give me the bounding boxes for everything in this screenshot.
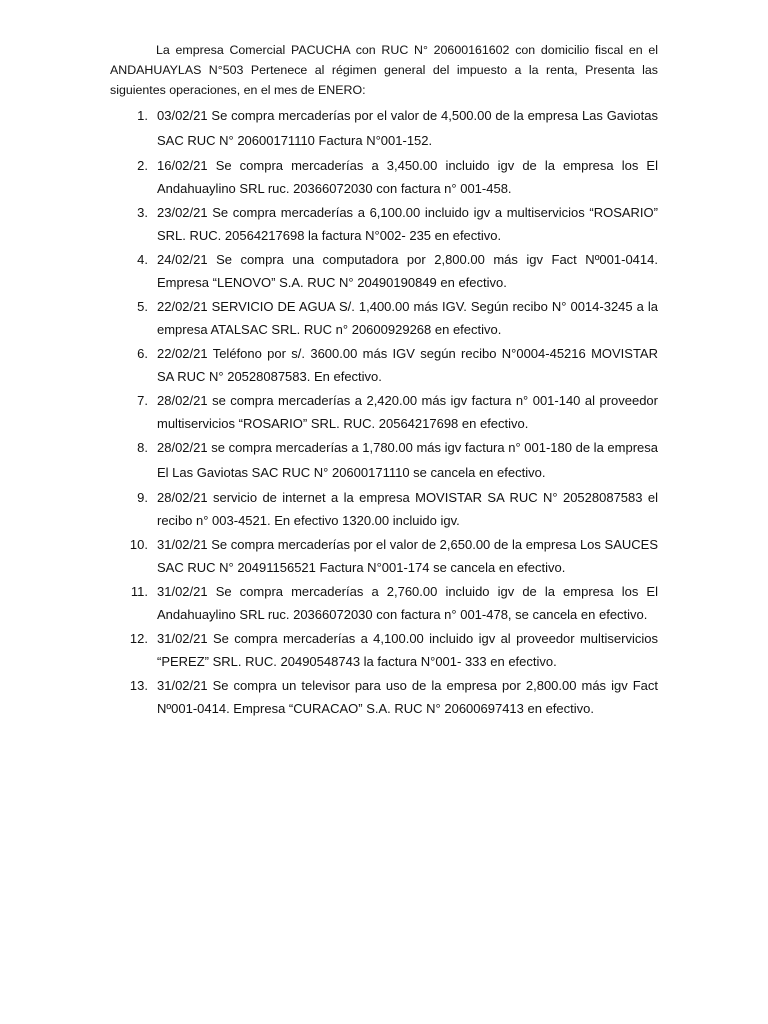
list-item — [0, 104, 768, 153]
list-item — [0, 201, 768, 247]
item-number: 11. — [130, 584, 148, 599]
item-text: 24/02/21 Se compra una computadora por 2,800.00 más igv Fact Nº001-0414. Empresa “LENOVO” S.A. RUC N° 20490190849 en efectivo. — [157, 252, 658, 290]
operations-list — [0, 104, 768, 721]
list-item — [0, 533, 768, 579]
item-number: 1. — [137, 108, 148, 123]
list-item — [0, 627, 768, 673]
item-number: 10. — [129, 537, 148, 552]
item-text: 22/02/21 Teléfono por s/. 3600.00 más IGV según recibo N°0004-45216 MOVISTAR SA RUC N° 20528087583. En efectivo. — [157, 346, 658, 384]
list-item — [0, 580, 768, 626]
item-number: 5. — [137, 299, 148, 314]
item-text: 16/02/21 Se compra mercaderías a 3,450.00 incluido igv de la empresa los El Andahuaylino SRL ruc. 20366072030 con factura n° 001-458. — [157, 158, 658, 196]
item-number: 3. — [137, 205, 148, 220]
item-number: 8. — [137, 440, 148, 455]
item-number: 4. — [137, 252, 148, 267]
item-text: 28/02/21 servicio de internet a la empresa MOVISTAR SA RUC N° 20528087583 el recibo n° 003-4521. En efectivo 1320.00 incluido igv. — [157, 490, 658, 528]
list-item — [0, 436, 768, 485]
item-text: 28/02/21 se compra mercaderías a 1,780.00 más igv factura n° 001-180 de la empresa El Las Gaviotas SAC RUC N° 20600171110 se cancela en efectivo. — [157, 440, 658, 480]
item-number: 6. — [137, 346, 148, 361]
item-text: 03/02/21 Se compra mercaderías por el valor de 4,500.00 de la empresa Las Gaviotas SAC RUC N° 20600171110 Factura N°001-152. — [157, 108, 658, 148]
item-number: 13. — [129, 678, 148, 693]
list-item — [0, 248, 768, 294]
item-text: 31/02/21 Se compra mercaderías a 4,100.00 incluido igv al proveedor multiservicios “PEREZ” SRL. RUC. 20490548743 la factura N°001- 333 en efectivo. — [157, 631, 658, 669]
list-item — [0, 342, 768, 388]
item-number: 12. — [129, 631, 148, 646]
item-text: 31/02/21 Se compra un televisor para uso de la empresa por 2,800.00 más igv Fact Nº001-0414. Empresa “CURACAO” S.A. RUC N° 20600697413 en efectivo. — [157, 678, 658, 716]
item-text: 31/02/21 Se compra mercaderías a 2,760.00 incluido igv de la empresa los El Andahuaylino SRL ruc. 20366072030 con factura n° 001-478, se cancela en efectivo. — [157, 584, 658, 622]
item-text: 28/02/21 se compra mercaderías a 2,420.00 más igv factura n° 001-140 al proveedor multiservicios “ROSARIO” SRL. RUC. 20564217698 en efectivo. — [157, 393, 658, 431]
item-text: 22/02/21 SERVICIO DE AGUA S/. 1,400.00 más IGV. Según recibo N° 0014-3245 a la empresa ATALSAC SRL. RUC n° 20600929268 en efectivo. — [157, 299, 658, 337]
item-number: 9. — [137, 490, 148, 505]
list-item — [0, 295, 768, 341]
list-item — [0, 486, 768, 532]
list-item — [0, 389, 768, 435]
item-text: 31/02/21 Se compra mercaderías por el valor de 2,650.00 de la empresa Los SAUCES SAC RUC N° 20491156521 Factura N°001-174 se cancela en efectivo. — [157, 537, 658, 575]
list-item — [0, 154, 768, 200]
item-text: 23/02/21 Se compra mercaderías a 6,100.00 incluido igv a multiservicios “ROSARIO” SRL. RUC. 20564217698 la factura N°002- 235 en efectivo. — [157, 205, 658, 243]
item-number: 2. — [137, 158, 148, 173]
intro-text: La empresa Comercial PACUCHA con RUC N° 20600161602 con domicilio fiscal en el ANDAHUAYLAS N°503 Pertenece al régimen general del impuesto a la renta, Presenta las siguientes operaciones, en el mes de ENERO: — [110, 43, 658, 97]
list-item — [0, 674, 768, 720]
intro-paragraph — [110, 40, 658, 100]
item-number: 7. — [137, 393, 148, 408]
